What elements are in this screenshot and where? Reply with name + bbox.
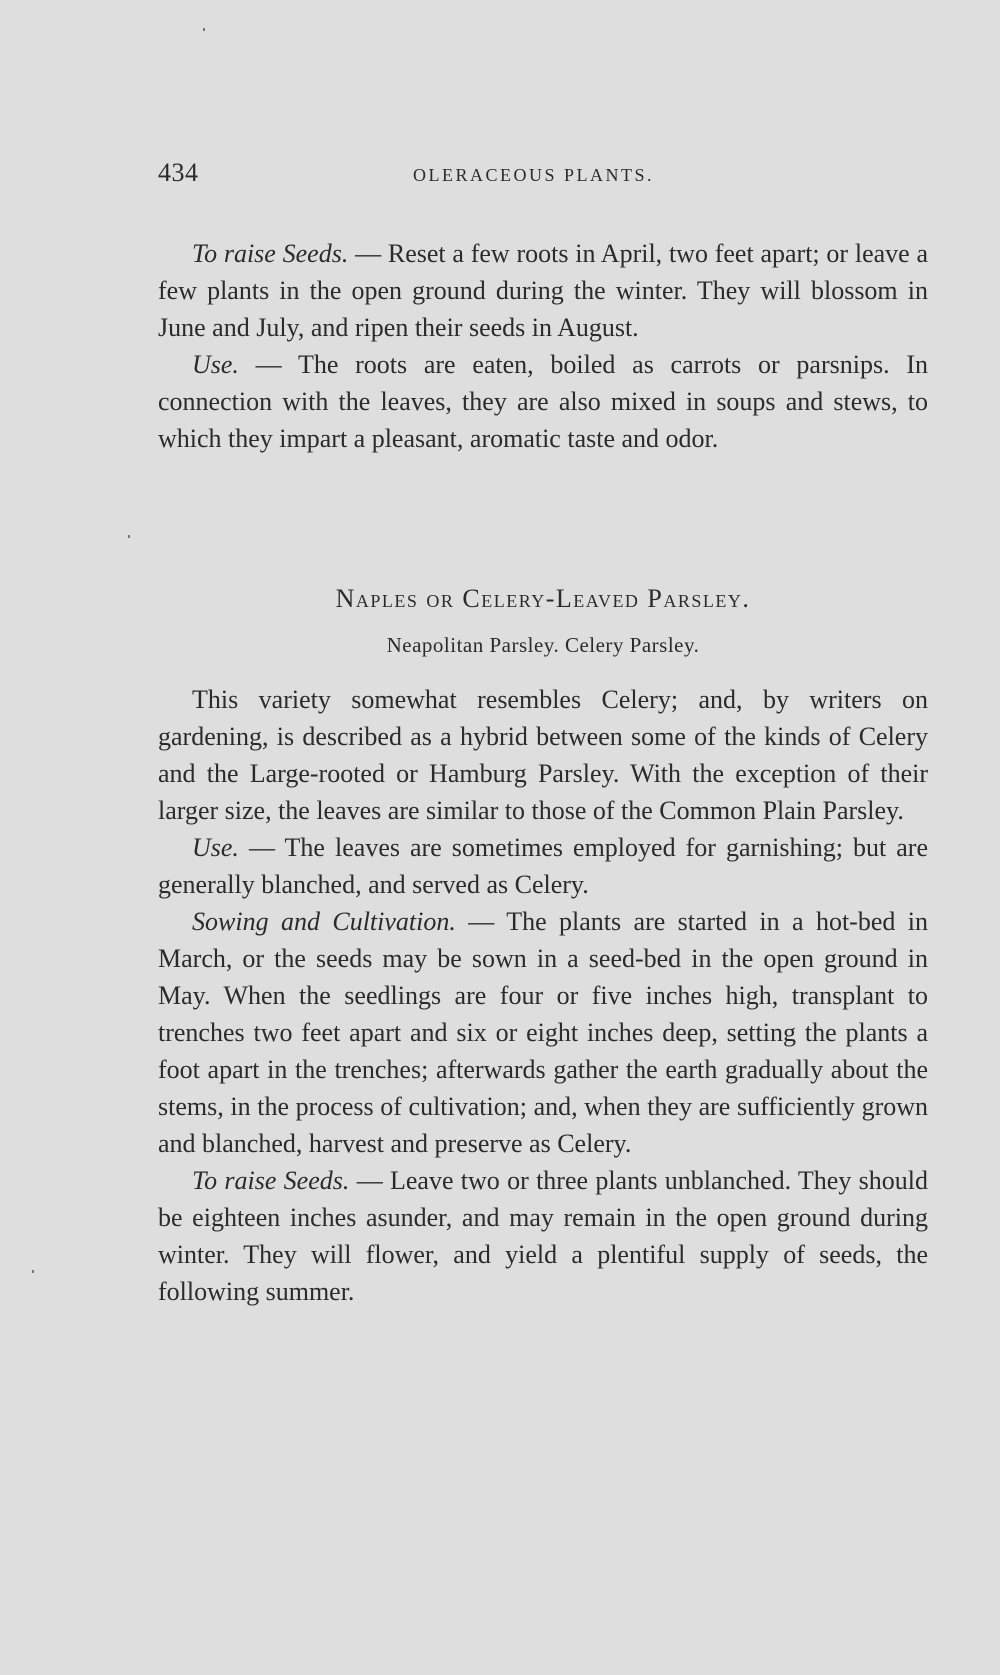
- running-head: [158, 158, 928, 198]
- print-speck: [203, 28, 205, 31]
- paragraph-body: — The leaves are sometimes employed for garnishing; but are generally blanched, and served as Celery.: [158, 833, 928, 899]
- print-speck: [128, 535, 130, 538]
- paragraph-use: [158, 829, 928, 903]
- paragraph-raise-seeds: [158, 235, 928, 346]
- paragraph-lead: Sowing and Cultivation.: [192, 907, 456, 936]
- section-2-text: [158, 681, 928, 1310]
- paragraph-description: [158, 681, 928, 829]
- paragraph-sowing: [158, 903, 928, 1162]
- print-speck: [32, 1270, 34, 1273]
- paragraph-body: — The plants are started in a hot-bed in March, or the seeds may be sown in a seed-bed in the open ground in May. When the seedlings are four or five inches high, transplant to trenches two feet apart and six or eight inches deep, setting the plants a foot apart in the trenches; afterwards gather the earth gradually about the stems, in the process of cultivation; and, when they are sufficiently grown and blanched, harvest and preserve as Celery.: [158, 907, 928, 1158]
- page-number: 434: [158, 158, 199, 187]
- paragraph-lead: To raise Seeds.: [192, 1166, 350, 1195]
- paragraph-body: — The roots are eaten, boiled as carrots or parsnips. In connection with the leaves, they are also mixed in soups and stews, to which they impart a pleasant, aromatic taste and odor.: [158, 350, 928, 453]
- paragraph-body: This variety somewhat resembles Celery; and, by writers on gardening, is described as a hybrid between some of the kinds of Celery and the Large-rooted or Hamburg Parsley. With the exception of their larger size, the leaves are similar to those of the Common Plain Parsley.: [158, 685, 928, 825]
- paragraph-raise-seeds: [158, 1162, 928, 1310]
- paragraph-lead: To raise Seeds.: [192, 239, 349, 268]
- running-title: OLERACEOUS PLANTS.: [413, 165, 655, 185]
- section-subtitle: Neapolitan Parsley. Celery Parsley.: [386, 633, 700, 657]
- paragraph-use: [158, 346, 928, 457]
- paragraph-lead: Use.: [192, 833, 239, 862]
- section-title: Naples or Celery-Leaved Parsley.: [335, 584, 751, 613]
- paragraph-lead: Use.: [192, 350, 239, 379]
- paragraph-body: — Reset a few roots in April, two feet apart; or leave a few plants in the open ground during the winter. They will blossom in June and July, and ripen their seeds in August.: [158, 239, 929, 342]
- section-1-text: [158, 235, 928, 457]
- paragraph-body: — Leave two or three plants unblanched. They should be eighteen inches asunder, and may remain in the open ground during winter. They will flower, and yield a plentiful supply of seeds, the following summer.: [158, 1166, 928, 1306]
